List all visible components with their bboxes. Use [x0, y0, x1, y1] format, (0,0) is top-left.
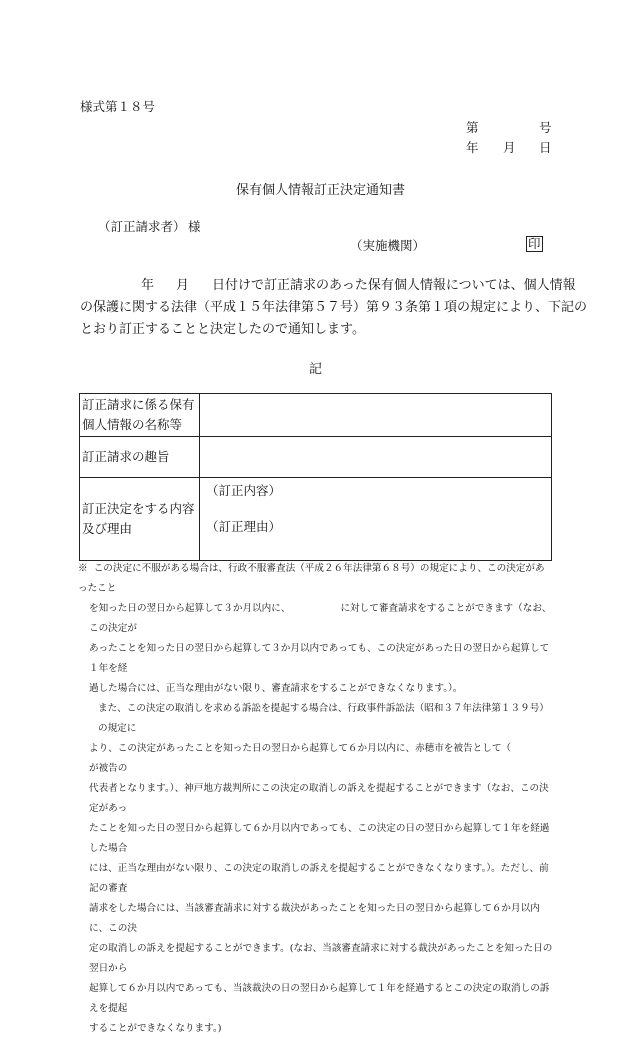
- note-line: には、正当な理由がない限り、この決定の取消しの訴えを提起することができなくなります。）。ただし、前記の審査: [89, 863, 549, 894]
- note-line: 定の取消しの訴えを提起することができます。(なお、当該審査請求に対する裁決があったことを知った日の翌日から: [89, 943, 553, 974]
- note-block: [78, 559, 554, 1039]
- form-number: 様式第１８号: [80, 99, 156, 114]
- row2-label: 訂正請求の趣旨: [80, 437, 200, 478]
- note-line: ※ この決定に不服がある場合は、行政不服審査法（平成２６年法律第６８号）の規定により、この決定があったこと: [78, 563, 545, 594]
- row3-content-label: （訂正内容）: [206, 483, 282, 498]
- requester-label: （訂正請求者）: [98, 219, 186, 234]
- date-month: 月: [503, 140, 516, 155]
- row3-value: [200, 478, 552, 561]
- date-year: 年: [466, 140, 479, 155]
- note-line: 起算して６か月以内であっても、当該裁決の日の翌日から起算して１年を経過するとこの決定の取消しの訴えを提起: [89, 983, 550, 1014]
- note-line: 請求をした場合には、当該審査請求に対する裁決があったことを知った日の翌日から起算して６か月以内に、この決: [89, 903, 540, 934]
- seal-mark: 印: [528, 236, 541, 251]
- note-line: することができなくなります。): [89, 1023, 222, 1034]
- note-line: あったことを知った日の翌日から起算して３か月以内であっても、この決定があった日の翌日から起算して１年を経: [89, 643, 550, 674]
- body-line1: 日付けで訂正請求のあった保有個人情報については、個人情報: [212, 278, 576, 293]
- row2-value: [200, 437, 552, 478]
- note-line: を知った日の翌日から起算して３か月以内に、 に対して審査請求をすることができます（なお、この決定が: [89, 603, 552, 634]
- body-year: 年: [141, 278, 155, 293]
- agency-label: （実施機関）: [350, 238, 426, 253]
- body-line3: とおり訂正することと決定したので通知します。: [80, 322, 365, 337]
- body-line2: の保護に関する法律（平成１５年法律第５７号）第９３条第１項の規定により、下記の: [80, 300, 588, 315]
- note-line: たことを知った日の翌日から起算して６か月以内であっても、この決定の日の翌日から起算して１年を経過した場合: [89, 823, 550, 854]
- doc-number-suffix: 号: [539, 120, 552, 135]
- note-line: より、この決定があったことを知った日の翌日から起算して６か月以内に、赤穂市を被告として（が被告の: [89, 743, 512, 774]
- ki-heading: 記: [309, 362, 323, 377]
- row3-reason-label: （訂正理由）: [206, 519, 282, 534]
- note-line: また、この決定の取消しを求める訴訟を提起する場合は、行政事件訴訟法（昭和３７年法律第１３９号）の規定に: [98, 703, 549, 734]
- requester-honorific: 様: [188, 219, 201, 234]
- row1-label: 訂正請求に係る保有 個人情報の名称等: [80, 394, 200, 437]
- correction-table: [79, 393, 552, 561]
- doc-number-prefix: 第: [466, 120, 479, 135]
- note-line: 代表者となります。）、神戸地方裁判所にこの決定の取消しの訴えを提起することができます（なお、この決定があっ: [89, 783, 549, 814]
- body-month: 月: [176, 278, 190, 293]
- date-day: 日: [539, 140, 552, 155]
- document-title: 保有個人情報訂正決定通知書: [236, 183, 406, 198]
- note-line: 過した場合には、正当な理由がない限り、審査請求をすることができなくなります。）。: [89, 683, 463, 694]
- row1-value: [200, 394, 552, 437]
- row3-label: 訂正決定をする内容 及び理由: [80, 478, 200, 561]
